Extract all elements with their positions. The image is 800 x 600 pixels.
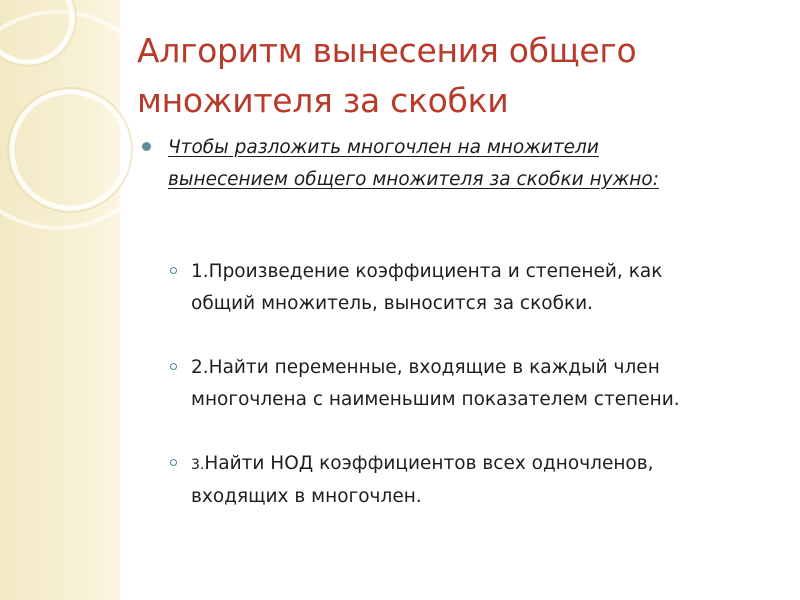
step-1-number: 1. (191, 261, 209, 282)
step-1-line-2: общий множитель, выносится за скобки. (191, 293, 594, 314)
slide-title (137, 26, 777, 126)
slide-title-line-1: Алгоритм вынесения общего (137, 31, 637, 70)
slide-title-line-2: множителя за скобки (137, 81, 509, 120)
step-2-line-1: Найти переменные, входящие в каждый член (208, 357, 660, 378)
ring-middle-shadow (8, 88, 132, 212)
step-2-text (191, 352, 780, 416)
step-3-text (191, 448, 780, 513)
intro-text (168, 132, 780, 196)
step-3-line-2: входящих в многочлен. (191, 486, 422, 507)
ring-bullet-icon (170, 459, 177, 466)
step-2-line-2: многочлена с наименьшим показателем степени. (191, 389, 680, 410)
step-1 (140, 256, 780, 320)
step-2 (140, 352, 780, 416)
step-3 (140, 448, 780, 513)
step-1-line-1: Произведение коэффициента и степеней, как (208, 261, 663, 282)
ring-bullet-icon (170, 267, 177, 274)
step-2-number: 2. (191, 357, 209, 378)
bullet-dot-icon (142, 142, 151, 151)
ring-bullet-icon (170, 363, 177, 370)
step-3-number: 3. (191, 457, 205, 473)
intro-line-2: вынесением общего множителя за скобки нужно: (168, 169, 659, 190)
step-1-text (191, 256, 780, 320)
slide-content (140, 132, 780, 513)
intro-bullet (140, 132, 780, 196)
intro-line-1: Чтобы разложить многочлен на множители (168, 137, 599, 158)
step-3-line-1: Найти НОД коэффициентов всех одночленов, (204, 453, 654, 474)
ring-middle (12, 92, 128, 208)
